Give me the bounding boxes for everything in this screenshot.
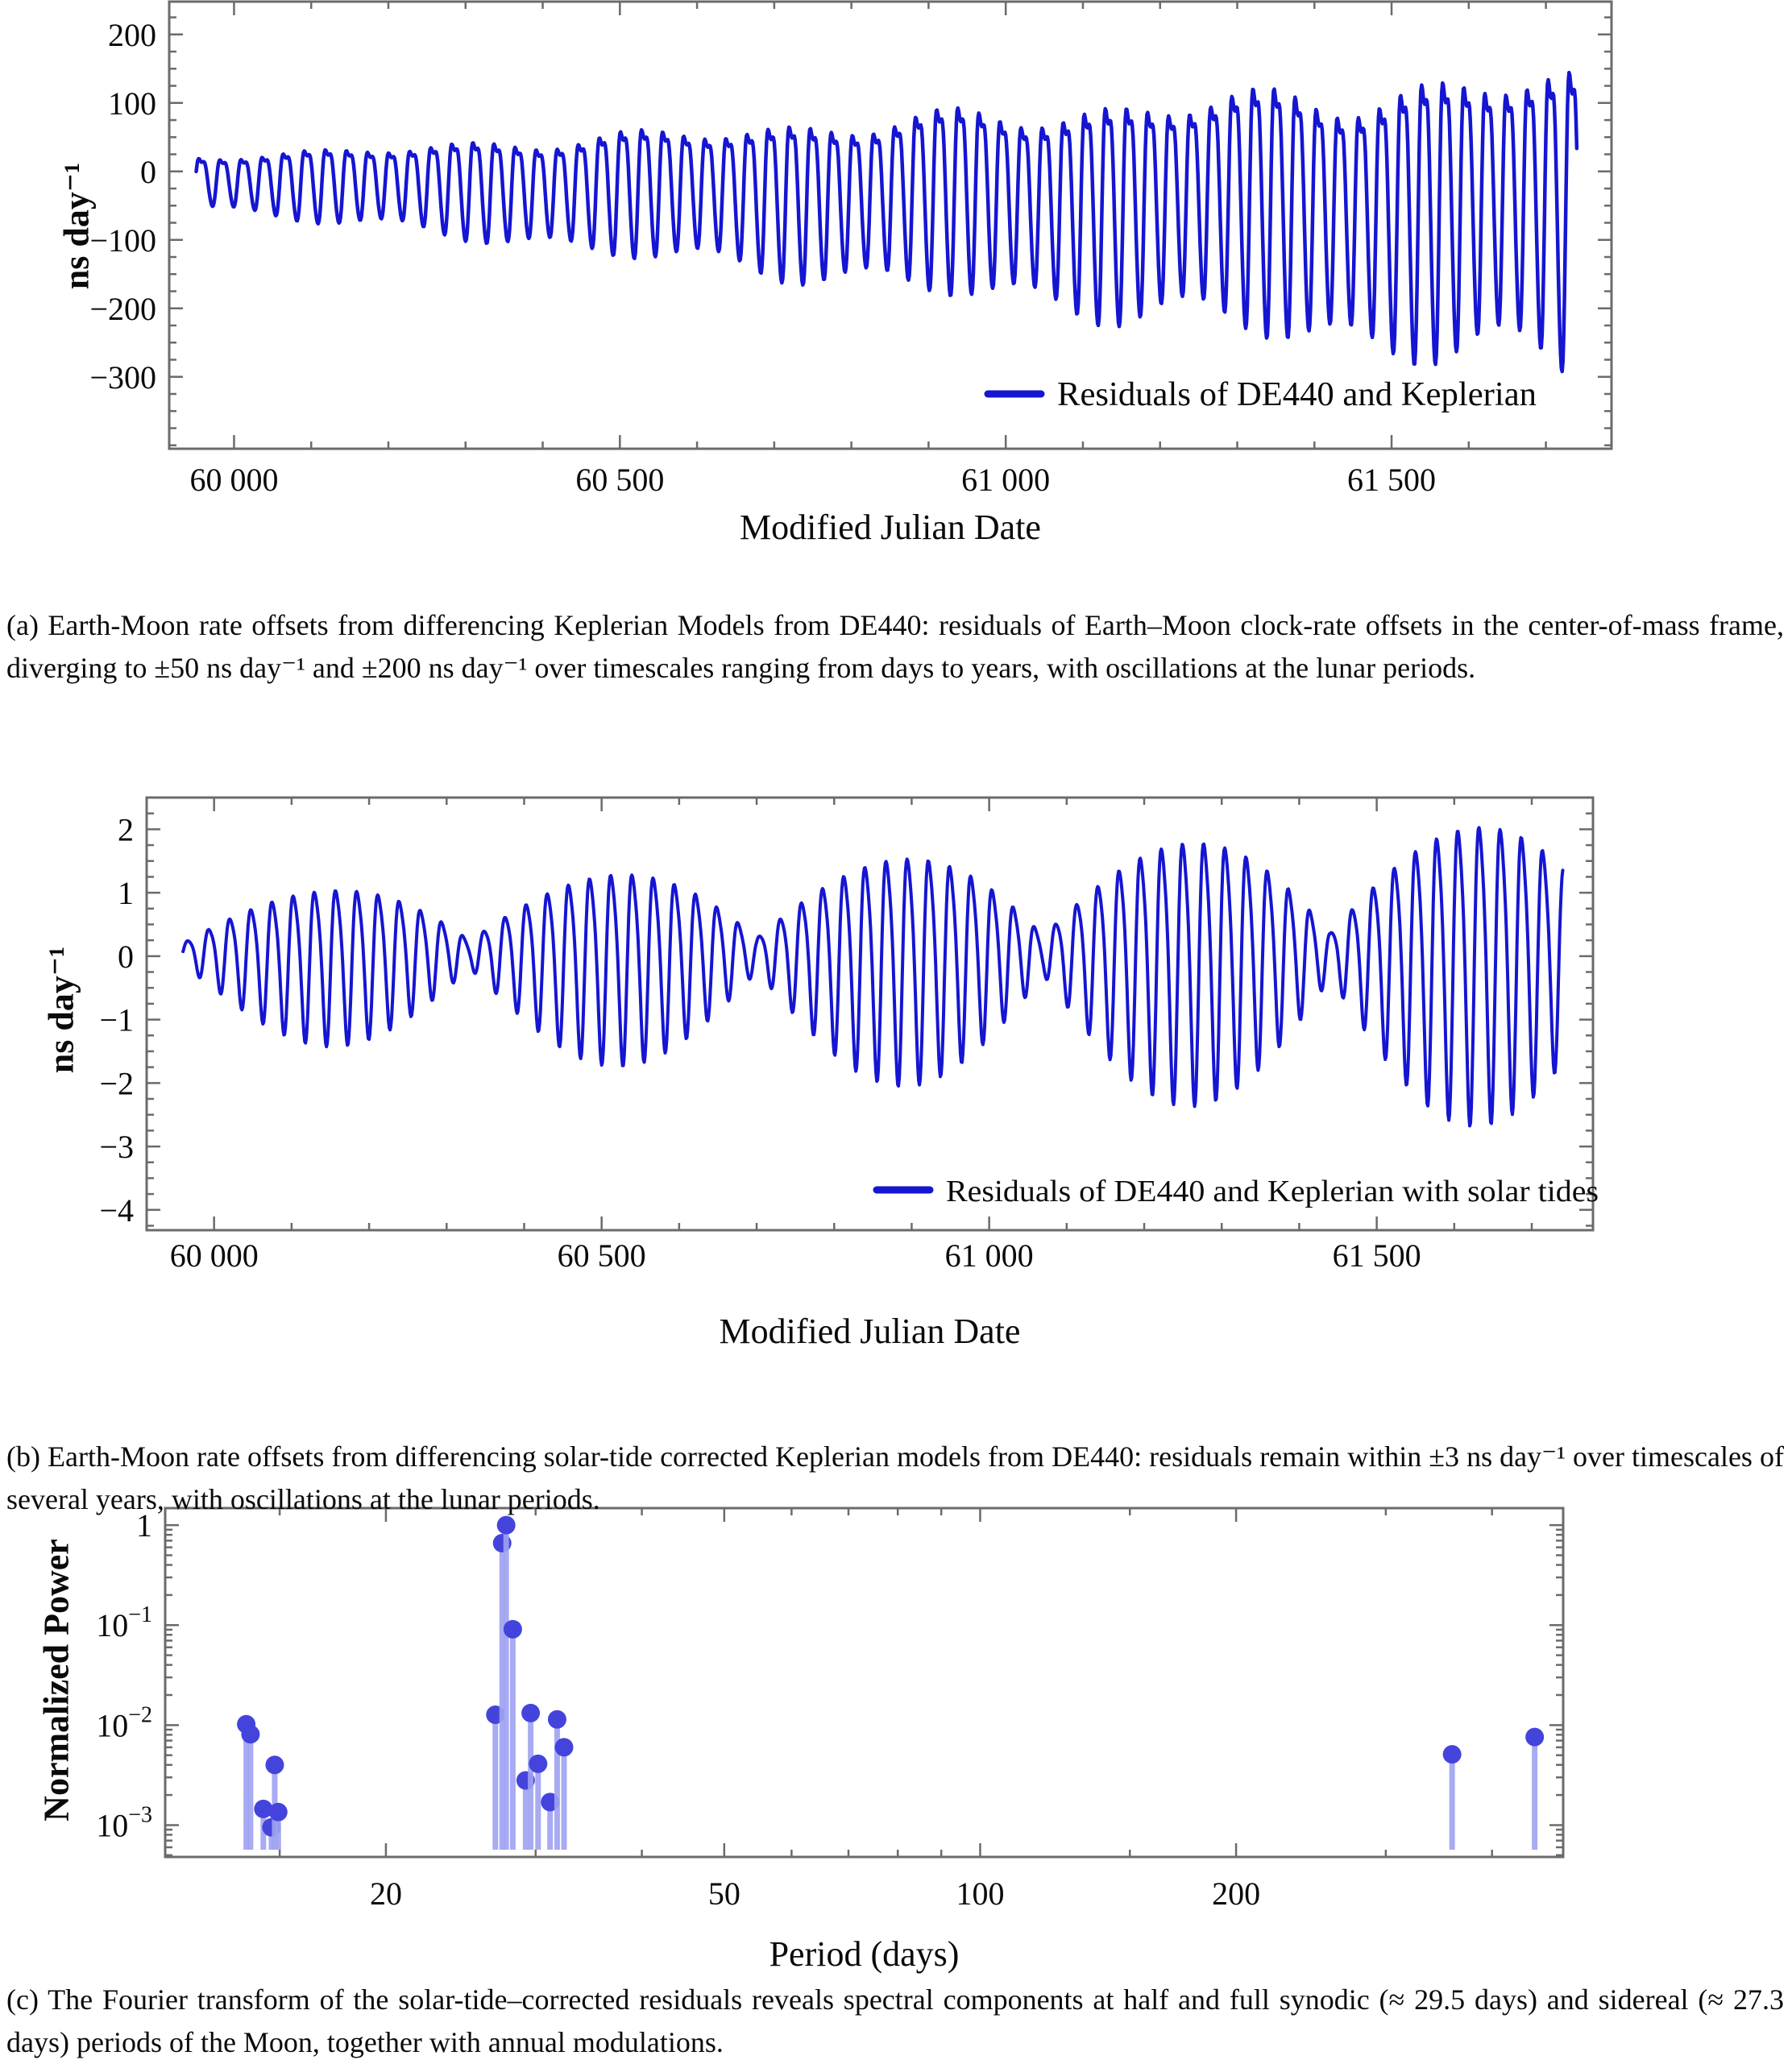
y-tick-label: −1 [99, 1001, 134, 1038]
stem-marker [529, 1755, 547, 1773]
plot-line-a [197, 73, 1577, 371]
x-tick-label: 61 000 [944, 1237, 1034, 1274]
y-tick-label: −4 [99, 1192, 134, 1229]
legend-b [877, 1175, 1599, 1208]
stem-marker [265, 1755, 284, 1774]
plot-frame-c [165, 1508, 1563, 1857]
stem-marker [1525, 1728, 1544, 1747]
y-tick-label: 200 [108, 16, 156, 53]
plot-line-b [183, 827, 1562, 1125]
y-tick-label: −300 [89, 359, 156, 396]
caption-a: (a) Earth-Moon rate offsets from differencing Keplerian Models from DE440: residuals of Earth–Moon clock-rate offsets in the center-of-mass frame, diverging to ±50 ns day⁻¹ and ±200 ns day⁻¹ over timescales ranging from days to years, with oscillations at the lunar periods. [6, 609, 1784, 684]
y-tick-label: 0 [140, 153, 156, 190]
x-axis-label-a: Modified Julian Date [740, 508, 1041, 547]
y-tick-label: −200 [89, 290, 156, 327]
stem-marker [504, 1620, 522, 1639]
y-tick-label: $10^{-1}$ [96, 1602, 152, 1644]
legend-a [988, 376, 1537, 413]
plot-frame-b [147, 798, 1593, 1230]
stem-marker [521, 1704, 540, 1722]
y-tick-label: 1 [136, 1507, 152, 1544]
ticks-c [165, 1508, 1563, 1857]
x-axis-label-b: Modified Julian Date [719, 1312, 1021, 1351]
y-axis-label-b: ns day⁻¹ [41, 946, 81, 1074]
plot-c [96, 1507, 1563, 1912]
x-tick-label: 60 000 [189, 462, 279, 498]
x-tick-label: 100 [956, 1875, 1005, 1912]
x-tick-label: 60 000 [169, 1237, 259, 1274]
x-tick-label: 20 [369, 1875, 402, 1912]
y-tick-label: −2 [99, 1065, 134, 1102]
stem-marker [548, 1710, 566, 1729]
y-tick-label: 100 [108, 85, 156, 122]
plot-a [89, 2, 1612, 498]
stem-marker [1443, 1745, 1462, 1764]
x-tick-label: 61 500 [1332, 1237, 1421, 1274]
plot-b [99, 798, 1599, 1274]
x-tick-label: 61 500 [1347, 462, 1437, 498]
y-tick-label: −100 [89, 222, 156, 259]
y-tick-label: −3 [99, 1129, 134, 1166]
caption-b: (b) Earth-Moon rate offsets from differencing solar-tide corrected Keplerian models from DE440: residuals remain within ±3 ns day⁻¹ over timescales of several years, with oscillations at the lunar periods. [6, 1440, 1784, 1515]
x-tick-label: 50 [707, 1875, 740, 1912]
tick-labels-c [96, 1507, 1260, 1912]
caption-c: (c) The Fourier transform of the solar-tide–corrected residuals reveals spectral components at half and full synodic (≈ 29.5 days) and sidereal (≈ 27.3 days) periods of the Moon, together with annual modulations. [6, 1983, 1784, 2058]
legend-label-b: Residuals of DE440 and Keplerian with solar tides [946, 1175, 1599, 1208]
x-tick-label: 200 [1212, 1875, 1261, 1912]
ticks-b [147, 798, 1593, 1230]
y-tick-label: $10^{-3}$ [96, 1802, 152, 1844]
y-tick-label: 2 [118, 811, 134, 848]
x-tick-label: 60 500 [575, 462, 665, 498]
stem-marker [269, 1803, 288, 1822]
x-axis-label-c: Period (days) [769, 1934, 960, 1974]
x-tick-label: 60 500 [557, 1237, 646, 1274]
y-tick-label: 1 [118, 875, 134, 912]
x-tick-label: 61 000 [961, 462, 1051, 498]
y-axis-label-a: ns day⁻¹ [56, 162, 97, 290]
stem-marker [555, 1738, 574, 1756]
legend-label-a: Residuals of DE440 and Keplerian [1057, 376, 1537, 413]
y-tick-label: 0 [118, 938, 134, 975]
stem-marker [241, 1725, 259, 1743]
y-tick-label: $10^{-2}$ [96, 1702, 152, 1744]
y-axis-label-c: Normalized Power [36, 1539, 77, 1822]
stems-c [237, 1516, 1544, 1850]
